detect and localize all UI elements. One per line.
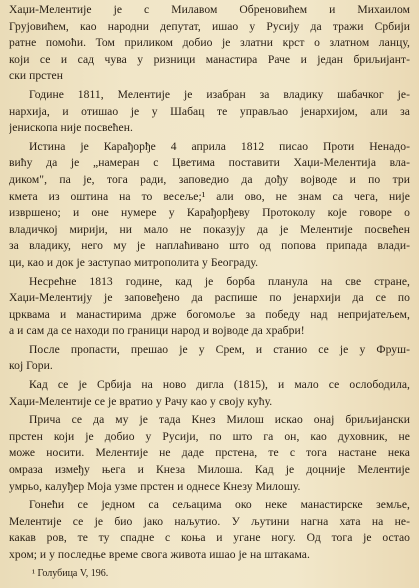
text-line: кој Гори. (9, 359, 53, 373)
paragraph (9, 342, 410, 375)
text-line: који се и сад чува у ризници манастира Раче и један бриљијант- (9, 52, 410, 66)
text-line: прстен који је добио у Русији, по што га он, као духовник, не (9, 429, 410, 443)
text-body (9, 2, 410, 564)
text-line: јенископа није посвећен. (9, 121, 133, 135)
text-line: Хаџи-Мелентије је с Милавом Обреновићем и Михаилом (9, 3, 410, 16)
paragraph (9, 2, 410, 85)
paragraph (9, 274, 410, 340)
paragraph (9, 139, 410, 272)
paragraph (9, 377, 410, 410)
text-line: умрьо, калуђер Моја узме прстен и однесе Кнезу Милошу. (9, 479, 301, 493)
text-line: ратне помоћи. Том приликом добио је златни крст о златном ланцу, (9, 36, 410, 50)
text-line: Гонећи се једном са сељацима око неке манастирске земље, (29, 498, 410, 512)
text-line: Хаџи-Мелентију је заповеђено да распише по јенархији да се по (9, 291, 410, 305)
text-line: владичкој мирији, ни мало не показују да је Мелентије посвећен (9, 222, 410, 236)
text-line: може носити. Мелентије не даде прстена, те с тога настане нека (9, 446, 410, 460)
text-line: Несрећне 1813 године, кад је борба планула на све стране, (29, 274, 410, 288)
text-line: кмета из оштина на то весеље;¹ али ово, не знам са чега, није (9, 189, 410, 203)
text-line: Кад се је Србија на ново дигла (1815), и мало се ослободила, (29, 378, 410, 392)
text-line: нархија, и отишао је у Шабац те управљао јенархијом, али за (9, 104, 410, 118)
text-line: извршено; и оне нумере у Карађорђеву Протоколу које говоре о (9, 206, 410, 220)
text-line: диком", па је, тога ради, заповедио да дођу војводе и по три (9, 172, 410, 186)
text-line: вићу да је „намеран с Цветима поставити Хаџи-Мелентија вла- (9, 156, 410, 170)
text-line: ци, као и док је заступао митрополита у Београду. (9, 255, 259, 269)
text-line: а и сам да се находи по граници народ и војводе да храбри! (9, 324, 305, 338)
text-line: Истина је Карађорђе 4 априла 1812 писао Проти Ненадо- (29, 139, 410, 153)
paragraph (9, 87, 410, 137)
paragraph (9, 412, 410, 495)
text-line: Хаџи-Мелентије се је вратио у Рачу као у своју кућу. (9, 394, 273, 408)
text-line: ски прстен (9, 69, 63, 83)
text-line: црквама и манастирима држе богомоље за победу над непријатељем, (9, 307, 410, 321)
text-line: омраза између њега и Кнеза Милоша. Кад је доцније Мелентије (9, 463, 410, 477)
text-line: какав ров, те ту спадне с коња и угане ногу. Од тога је остао (9, 531, 410, 545)
text-line: Прича се да му је тада Кнез Милош искао онај бриљијански (29, 413, 410, 427)
text-line: Мелентије се је био јако наљутио. У љутини нагна хата на не- (9, 514, 410, 528)
text-line: После пропасти, прешао је у Срем, и станио се је у Фруш- (29, 342, 410, 356)
text-line: хром; и у последње време свога живота ишао је на штакама. (9, 548, 310, 561)
text-line: Године 1811, Мелентије је изабран за владику шабачког је- (29, 87, 410, 101)
text-line: Грујовићем, као народни депутат, ишао у Русију да тражи Србији (9, 19, 410, 33)
paragraph (9, 497, 410, 563)
footnote: ¹ Голубица V, 196. (32, 568, 109, 579)
text-line: за владику, него му је наплаћивано што од попова припада влади- (9, 239, 410, 253)
